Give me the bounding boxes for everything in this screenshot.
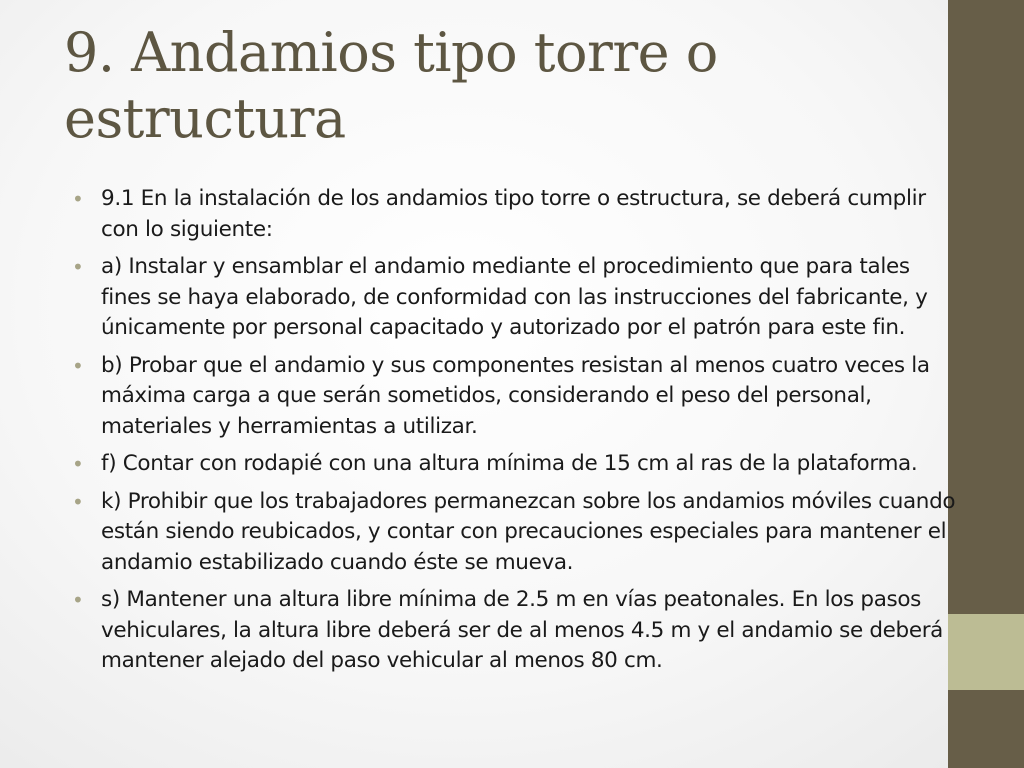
- bullet-text: b) Probar que el andamio y sus componentes resistan al menos cuatro veces la máxima carga a que serán sometidos, considerando el peso del personal, materiales y herramientas a utilizar.: [101, 352, 930, 439]
- bullet-item: [72, 252, 956, 344]
- bullet-text: k) Prohibir que los trabajadores permanezcan sobre los andamios móviles cuando están siendo reubicados, y contar con precauciones especiales para mantener el andamio estabilizado cuando éste se mueva.: [101, 488, 956, 575]
- bullet-list: [72, 184, 956, 684]
- bullet-icon: •: [72, 452, 84, 476]
- bullet-text: a) Instalar y ensamblar el andamio mediante el procedimiento que para tales fines se haya elaborado, de conformidad con las instrucciones del fabricante, y únicamente por personal capacitado y autorizado por el patrón para este fin.: [101, 254, 928, 340]
- bullet-item: [72, 351, 956, 443]
- slide-title: 9. Andamios tipo torre o estructura: [64, 21, 718, 150]
- bullet-item: [72, 184, 956, 245]
- bullet-icon: •: [72, 255, 84, 279]
- bullet-icon: •: [72, 187, 84, 211]
- bullet-item: [72, 487, 956, 579]
- bullet-icon: •: [72, 588, 84, 612]
- bullet-icon: •: [72, 353, 84, 378]
- bullet-item: [72, 449, 956, 480]
- bullet-icon: •: [72, 489, 84, 514]
- bullet-text: s) Mantener una altura libre mínima de 2.5 m en vías peatonales. En los pasos vehiculares, la altura libre deberá ser de al menos 4.5 m y el andamio se deberá mantener alejado del paso vehicular al menos 80 cm.: [101, 587, 944, 673]
- bullet-item: [72, 585, 956, 677]
- bullet-text: 9.1 En la instalación de los andamios tipo torre o estructura, se deberá cumplir con lo siguiente:: [101, 186, 926, 242]
- side-accent-block: [948, 614, 1024, 690]
- bullet-text: f) Contar con rodapié con una altura mínima de 15 cm al ras de la plataforma.: [101, 451, 918, 476]
